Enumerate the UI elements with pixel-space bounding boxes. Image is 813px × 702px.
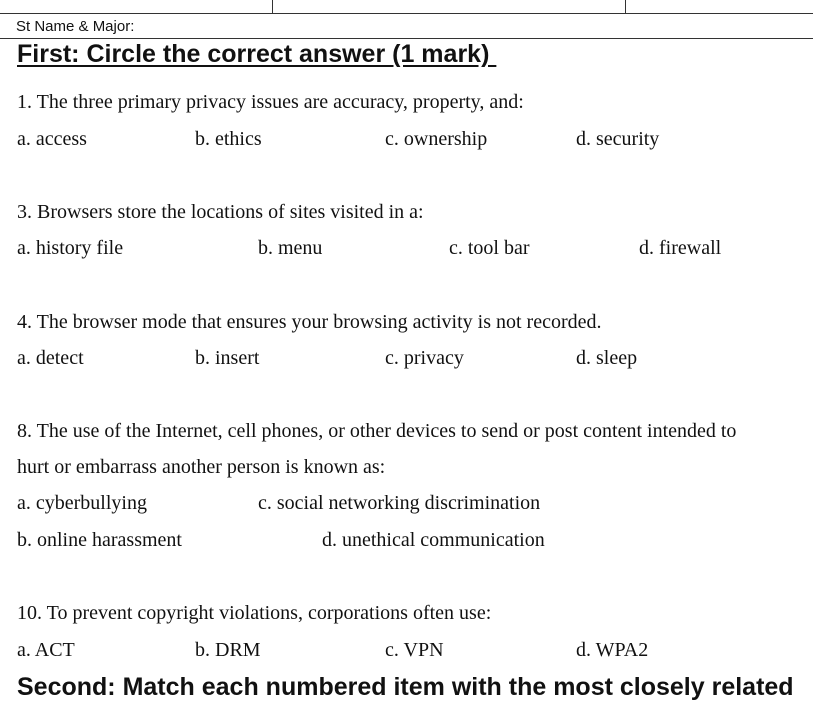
question-8-option-d[interactable]: d. unethical communication (322, 529, 545, 551)
question-10-option-c[interactable]: c. VPN (385, 639, 444, 661)
question-4-option-d[interactable]: d. sleep (576, 347, 638, 369)
question-8-option-c[interactable]: c. social networking discrimination (258, 492, 541, 514)
question-8-line-1: 8. The use of the Internet, cell phones, or other devices to send or post content intended to (17, 420, 737, 442)
question-3-option-d[interactable]: d. firewall (639, 237, 722, 259)
question-10-option-b[interactable]: b. DRM (195, 639, 261, 661)
student-name-label: St Name & Major: (16, 18, 135, 35)
question-1-option-b[interactable]: b. ethics (195, 128, 262, 150)
table-divider (272, 0, 273, 14)
section-two-heading-text: Second: Match each numbered item with the most closely related (17, 673, 794, 701)
question-3-option-b[interactable]: b. menu (258, 237, 323, 259)
question-8-option-b[interactable]: b. online harassment (17, 529, 182, 551)
question-1-option-c[interactable]: c. ownership (385, 128, 488, 150)
question-1-option-d[interactable]: d. security (576, 128, 660, 150)
question-3-option-a[interactable]: a. history file (17, 237, 124, 259)
section-one-heading: First: Circle the correct answer (1 mark) (17, 40, 497, 68)
question-10-option-d[interactable]: d. WPA2 (576, 639, 649, 661)
question-4-option-a[interactable]: a. detect (17, 347, 84, 369)
question-8-option-a[interactable]: a. cyberbullying (17, 492, 147, 514)
section-two-heading (17, 673, 794, 701)
question-10: 10. To prevent copyright violations, corporations often use: (17, 602, 492, 624)
question-10-option-a[interactable]: a. ACT (17, 639, 75, 661)
student-name-row (0, 14, 813, 39)
question-3: 3. Browsers store the locations of sites visited in a: (17, 201, 424, 223)
question-1: 1. The three primary privacy issues are accuracy, property, and: (17, 91, 524, 113)
question-4: 4. The browser mode that ensures your browsing activity is not recorded. (17, 311, 602, 333)
question-8-line-2: hurt or embarrass another person is known as: (17, 456, 386, 478)
table-divider (625, 0, 626, 14)
question-1-option-a[interactable]: a. access (17, 128, 87, 150)
question-4-option-b[interactable]: b. insert (195, 347, 260, 369)
question-4-option-c[interactable]: c. privacy (385, 347, 464, 369)
header-table-top (0, 0, 813, 14)
question-3-option-c[interactable]: c. tool bar (449, 237, 530, 259)
